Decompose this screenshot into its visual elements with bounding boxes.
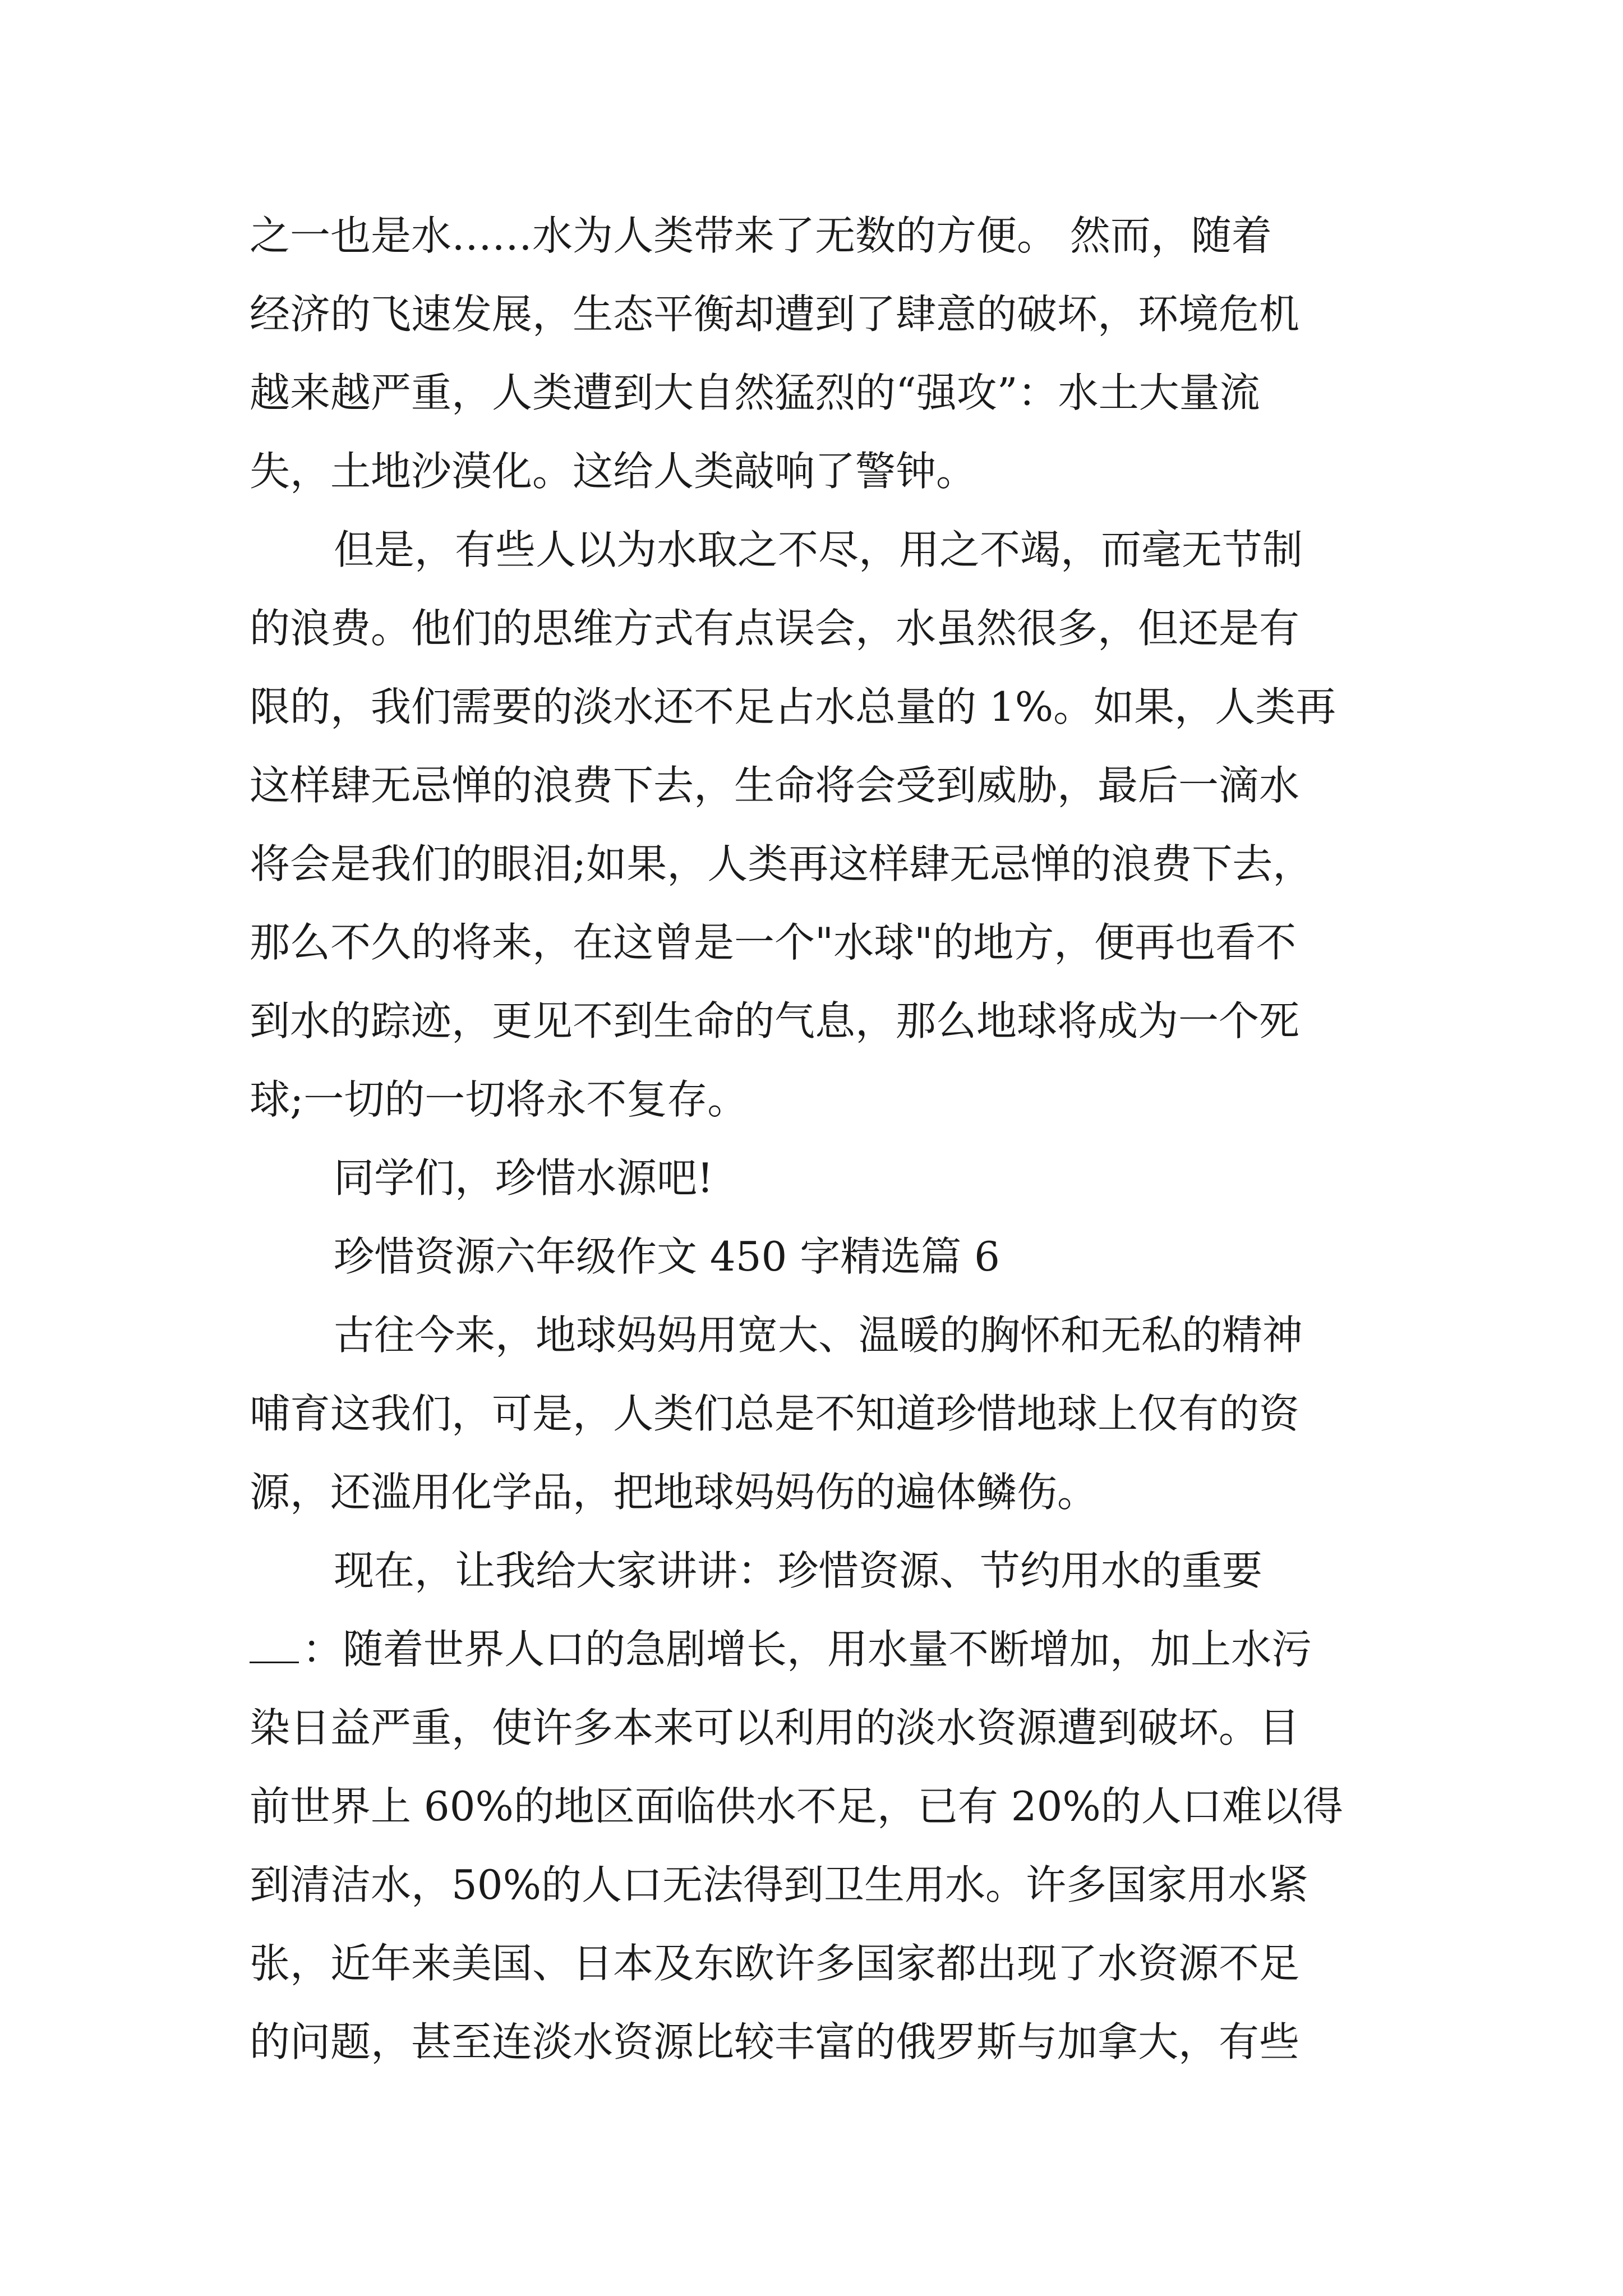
text-line-7: 限的，我们需要的淡水还不足占水总量的 1%。如果，人类再 — [250, 683, 1336, 730]
text-line-5: 但是，有些人以为水取之不尽，用之不竭，而毫无节制 — [334, 526, 1303, 573]
section-heading: 珍惜资源六年级作文 450 字精选篇 6 — [334, 1233, 1000, 1280]
text-line-10: 那么不久的将来，在这曾是一个"水球"的地方，便再也看不 — [250, 919, 1297, 966]
text-line-22: 到清洁水，50%的人口无法得到卫生用水。许多国家用水紧 — [250, 1861, 1309, 1908]
text-line-21: 前世界上 60%的地区面临供水不足，已有 20%的人口难以得 — [250, 1783, 1343, 1830]
text-line-8: 这样肆无忌惮的浪费下去，生命将会受到威胁，最后一滴水 — [250, 762, 1300, 809]
text-line-13: 同学们，珍惜水源吧! — [334, 1154, 713, 1202]
text-line-19-content: ：随着世界人口的急剧增长，用水量不断增加，加上水污 — [302, 1626, 1312, 1673]
text-line-11: 到水的踪迹，更见不到生命的气息，那么地球将成为一个死 — [250, 997, 1300, 1045]
text-line-1: 之一也是水……水为人类带来了无数的方便。 然而，随着 — [250, 212, 1272, 259]
text-line-2: 经济的飞速发展，生态平衡却遭到了肆意的破坏，环境危机 — [250, 291, 1300, 338]
text-line-23: 张，近年来美国、日本及东欧许多国家都出现了水资源不足 — [250, 1940, 1300, 1987]
text-line-6: 的浪费。他们的思维方式有点误会，水虽然很多，但还是有 — [250, 605, 1300, 652]
text-line-4: 失，土地沙漠化。这给人类敲响了警钟。 — [250, 448, 977, 495]
fill-in-blank — [250, 1625, 299, 1663]
text-line-12: 球;一切的一切将永不复存。 — [250, 1076, 748, 1123]
text-line-20: 染日益严重，使许多本来可以利用的淡水资源遭到破坏。目 — [250, 1704, 1300, 1751]
text-line-3: 越来越严重，人类遭到大自然猛烈的“强攻”：水土大量流 — [250, 369, 1260, 416]
text-line-16: 哺育这我们，可是，人类们总是不知道珍惜地球上仅有的资 — [250, 1390, 1300, 1437]
text-line-9: 将会是我们的眼泪;如果，人类再这样肆无忌惮的浪费下去， — [250, 840, 1313, 887]
text-line-18: 现在，让我给大家讲讲：珍惜资源、节约用水的重要 — [334, 1547, 1263, 1594]
text-line-15: 古往今来，地球妈妈用宽大、温暖的胸怀和无私的精神 — [334, 1312, 1303, 1359]
text-line-24: 的问题，甚至连淡水资源比较丰富的俄罗斯与加拿大，有些 — [250, 2018, 1300, 2065]
text-line-19 — [250, 1622, 1394, 1676]
text-line-17: 源，还滥用化学品，把地球妈妈伤的遍体鳞伤。 — [250, 1469, 1098, 1516]
